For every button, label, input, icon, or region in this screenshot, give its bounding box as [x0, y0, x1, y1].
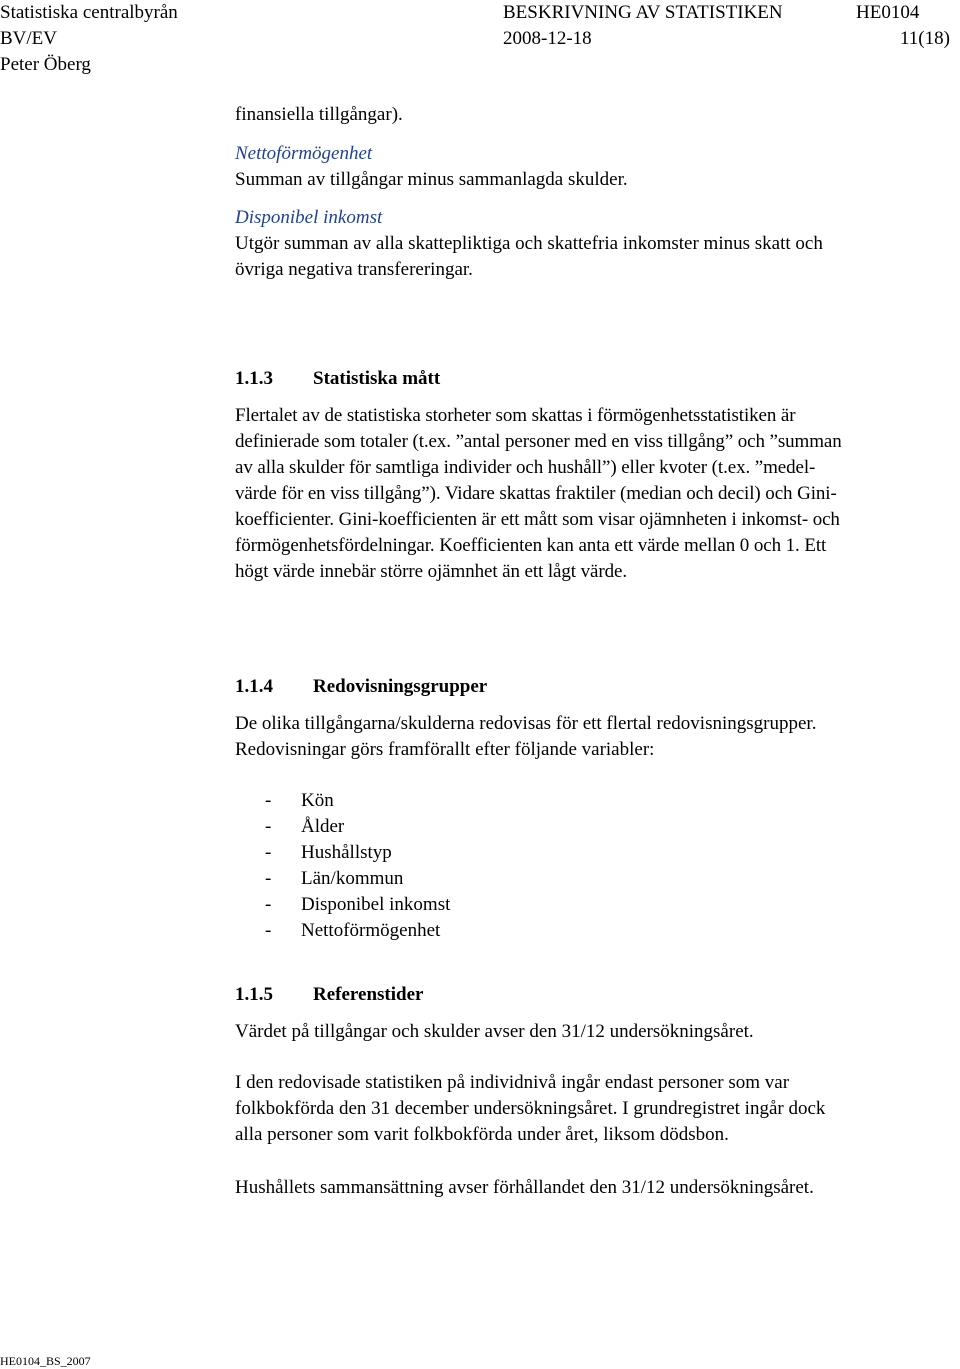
list-bullet: -: [265, 920, 272, 941]
list-item: Kön: [301, 790, 334, 811]
definition-net-worth: Summan av tillgångar minus sammanlagda skulder.: [235, 169, 628, 190]
header-unit: BV/EV: [0, 28, 57, 49]
paragraph-line: högt värde innebär större ojämnhet än ett lågt värde.: [235, 561, 627, 582]
section-heading-1-1-4: [235, 677, 487, 696]
paragraph-line: definierade som totaler (t.ex. ”antal personer med en viss tillgång” och ”summan: [235, 431, 842, 452]
section-title: Redovisningsgrupper: [313, 676, 488, 697]
section-heading-1-1-5: [235, 985, 423, 1004]
list-item: Hushållstyp: [301, 842, 392, 863]
paragraph-line: De olika tillgångarna/skulderna redovisas för ett flertal redovisningsgrupper.: [235, 713, 817, 734]
list-item: Ålder: [301, 816, 345, 837]
header-doc-type: BESKRIVNING AV STATISTIKEN: [503, 2, 783, 23]
paragraph-line: Värdet på tillgångar och skulder avser den 31/12 undersökningsåret.: [235, 1021, 754, 1042]
paragraph-line: Redovisningar görs framförallt efter följande variabler:: [235, 739, 655, 760]
list-bullet: -: [265, 816, 272, 837]
term-net-worth: Nettoförmögenhet: [235, 143, 373, 164]
header-org: Statistiska centralbyrån: [0, 2, 178, 23]
section-number: 1.1.5: [235, 984, 273, 1005]
paragraph-line: värde för en viss tillgång”). Vidare skattas fraktiler (median och decil) och Gini-: [235, 483, 837, 504]
header-doc-code: HE0104: [856, 2, 920, 23]
header-author: Peter Öberg: [0, 54, 91, 75]
paragraph-line: förmögenhetsfördelningar. Koefficienten kan anta ett värde mellan 0 och 1. Ett: [235, 535, 827, 556]
paragraph-line: av alla skulder för samtliga individer och hushåll”) eller kvoter (t.ex. ”medel-: [235, 457, 816, 478]
paragraph-line: folkbokförda den 31 december undersökningsåret. I grundregistret ingår dock: [235, 1098, 826, 1119]
section-number: 1.1.3: [235, 368, 273, 389]
term-disposable-income: Disponibel inkomst: [235, 207, 383, 228]
list-bullet: -: [265, 842, 272, 863]
list-item: Län/kommun: [301, 868, 404, 889]
section-number: 1.1.4: [235, 676, 273, 697]
paragraph-line: Hushållets sammansättning avser förhållandet den 31/12 undersökningsåret.: [235, 1177, 814, 1198]
section-heading-1-1-3: [235, 369, 440, 388]
section-title: Referenstider: [313, 984, 424, 1005]
list-item: Disponibel inkomst: [301, 894, 451, 915]
footer-doc-id: HE0104_BS_2007: [0, 1354, 91, 1368]
paragraph-line: I den redovisade statistiken på individnivå ingår endast personer som var: [235, 1072, 790, 1093]
section-title: Statistiska mått: [313, 368, 441, 389]
paragraph-line: koefficienter. Gini-koefficienten är ett mått som visar ojämnheten i inkomst- och: [235, 509, 840, 530]
header-date: 2008-12-18: [503, 28, 592, 49]
header-page-number: 11(18): [900, 28, 950, 49]
definition-disposable-income-line-2: övriga negativa transfereringar.: [235, 259, 473, 280]
paragraph-line: Flertalet av de statistiska storheter som skattas i förmögenhetsstatistiken är: [235, 405, 796, 426]
list-bullet: -: [265, 868, 272, 889]
intro-line: finansiella tillgångar).: [235, 104, 403, 125]
list-bullet: -: [265, 894, 272, 915]
definition-disposable-income-line-1: Utgör summan av alla skattepliktiga och skattefria inkomster minus skatt och: [235, 233, 823, 254]
paragraph-line: alla personer som varit folkbokförda under året, liksom dödsbon.: [235, 1124, 729, 1145]
list-bullet: -: [265, 790, 272, 811]
list-item: Nettoförmögenhet: [301, 920, 441, 941]
